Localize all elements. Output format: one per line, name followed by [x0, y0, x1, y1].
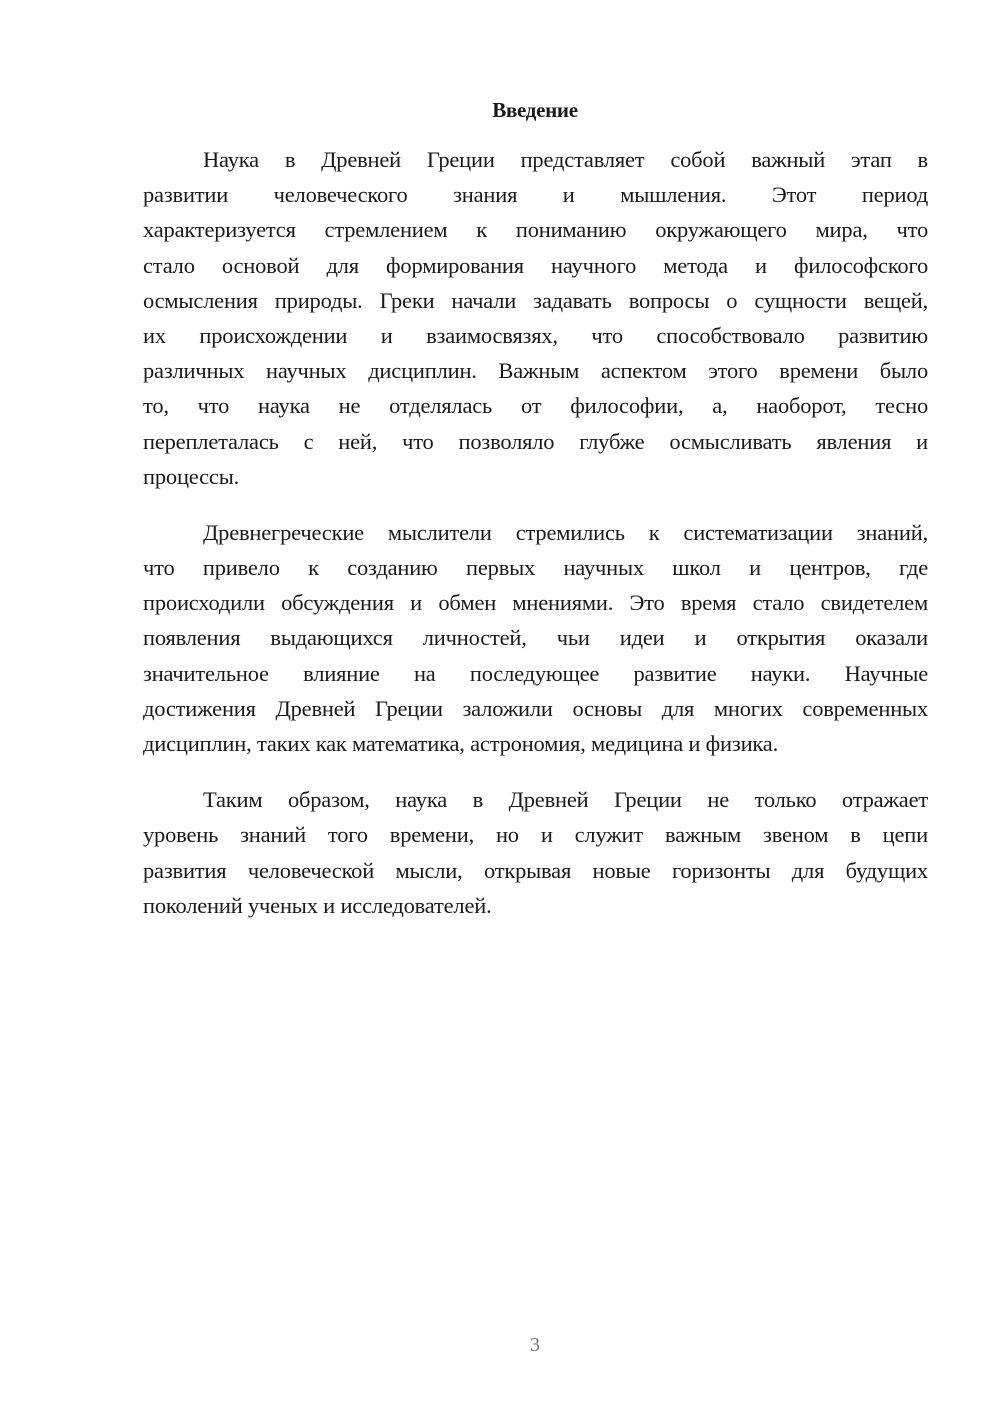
- page-number: 3: [530, 1334, 540, 1356]
- text-line: дисциплин, таких как математика, астрономия, медицина и физика.: [143, 731, 779, 756]
- section-heading: Введение: [492, 98, 578, 122]
- text-line: появления выдающихся личностей, чьи идеи и открытия оказали: [143, 625, 928, 651]
- text-line: стало основой для формирования научного метода и философского: [143, 252, 928, 278]
- text-line: развитии человеческого знания и мышления. Этот период: [143, 182, 928, 208]
- text-line: развития человеческой мысли, открывая новые горизонты для будущих: [143, 857, 928, 883]
- paragraph: [143, 142, 928, 494]
- text-line: Наука в Древней Греции представляет собой важный этап в: [203, 147, 928, 172]
- text-line: поколений ученых и исследователей.: [143, 892, 492, 918]
- text-line: Таким образом, наука в Древней Греции не только отражает: [203, 787, 928, 813]
- text-line: процессы.: [143, 463, 240, 489]
- text-line: их происхождении и взаимосвязях, что способствовало развитию: [143, 322, 928, 348]
- text-line: уровень знаний того времени, но и служит важным звеном в цепи: [143, 822, 928, 848]
- text-line: переплеталась с ней, что позволяло глубже осмысливать явления и: [143, 428, 928, 454]
- text-line: происходили обсуждения и обмен мнениями. Это время стало свидетелем: [143, 590, 928, 616]
- text-line: достижения Древней Греции заложили основы для многих современных: [143, 695, 928, 721]
- text-line: осмысления природы. Греки начали задавать вопросы о сущности вещей,: [143, 287, 928, 313]
- text-line: что привело к созданию первых научных школ и центров, где: [143, 555, 928, 581]
- text-line: значительное влияние на последующее развитие науки. Научные: [143, 660, 928, 686]
- text-line: Древнегреческие мыслители стремились к систематизации знаний,: [203, 519, 928, 545]
- paragraph: [143, 782, 928, 923]
- body-text: [143, 142, 928, 944]
- text-line: различных научных дисциплин. Важным аспектом этого времени было: [143, 358, 928, 384]
- text-line: то, что наука не отделялась от философии, а, наоборот, тесно: [143, 393, 928, 419]
- text-line: характеризуется стремлением к пониманию окружающего мира, что: [143, 217, 928, 243]
- paragraph: [143, 515, 928, 761]
